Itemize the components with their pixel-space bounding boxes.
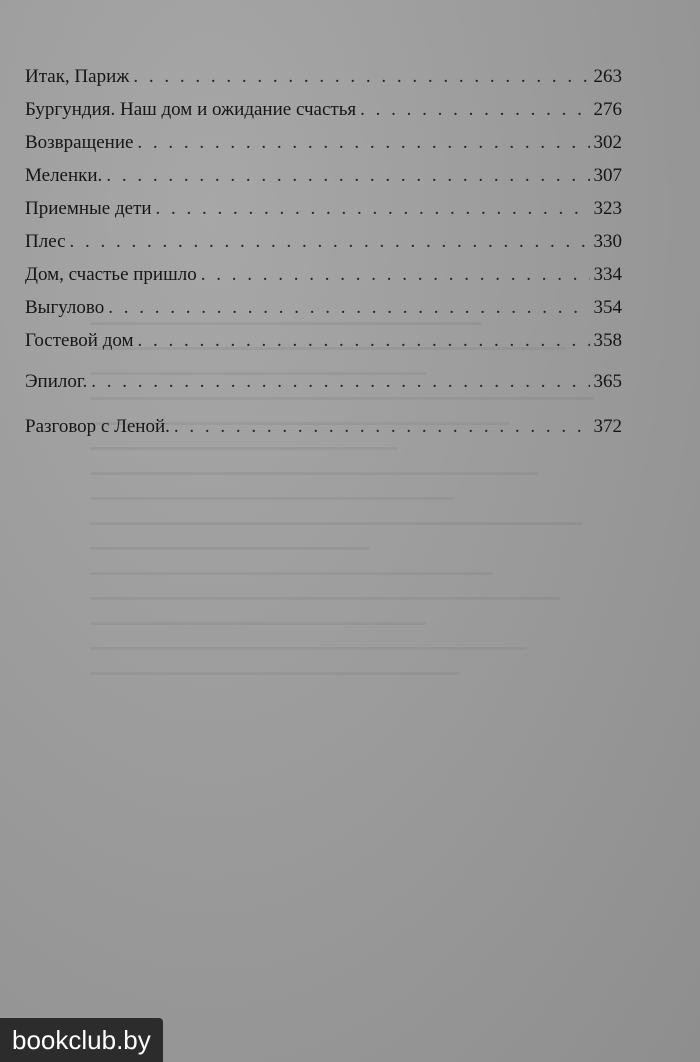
toc-entry-title: Итак, Париж [25, 66, 130, 87]
toc-entry-page: 372 [593, 416, 622, 437]
toc-entry [25, 416, 622, 449]
toc-entry-page: 330 [593, 231, 622, 252]
toc-entry-title: Меленки. [25, 165, 103, 186]
toc-entry [25, 297, 622, 330]
toc-entry [25, 132, 622, 165]
toc-leader-dots [106, 165, 589, 187]
toc-entry-page: 354 [593, 297, 622, 318]
toc-entry-title: Возвращение [25, 132, 134, 153]
toc-entry [25, 66, 622, 99]
toc-entry [25, 99, 622, 132]
toc-entry-page: 307 [593, 165, 622, 186]
toc-leader-dots [91, 371, 589, 393]
toc-entry-page: 365 [593, 371, 622, 392]
toc-entry-page: 323 [593, 198, 622, 219]
toc-leader-dots [133, 66, 589, 88]
toc-entry [25, 165, 622, 198]
toc-entry-title: Плес [25, 231, 66, 252]
toc-leader-dots [108, 297, 589, 319]
toc-entry-title: Эпилог. [25, 371, 88, 392]
toc-entry-title: Бургундия. Наш дом и ожидание счастья [25, 99, 357, 120]
toc-entry [25, 198, 622, 231]
toc-entry-title: Гостевой дом [25, 330, 134, 351]
toc-entry [25, 231, 622, 264]
toc-leader-dots [137, 132, 589, 154]
toc-leader-dots [70, 231, 590, 253]
toc-leader-dots [360, 99, 589, 121]
toc-entry-title: Дом, счастье пришло [25, 264, 197, 285]
toc-entry [25, 330, 622, 363]
toc-entry-page: 358 [593, 330, 622, 351]
toc-entry [25, 371, 622, 404]
toc-entry-page: 276 [593, 99, 622, 120]
toc-leader-dots [138, 330, 590, 352]
toc-leader-dots [156, 198, 590, 220]
toc-entry-page: 334 [593, 264, 622, 285]
toc-entry-page: 302 [593, 132, 622, 153]
toc-leader-dots [174, 416, 590, 438]
toc-entry-title: Разговор с Леной. [25, 416, 170, 437]
toc-entry-title: Приемные дети [25, 198, 152, 219]
toc-entry [25, 264, 622, 297]
toc-entry-page: 263 [593, 66, 622, 87]
toc-leader-dots [201, 264, 590, 286]
site-watermark: bookclub.by [0, 1018, 163, 1062]
table-of-contents [25, 66, 622, 449]
toc-entry-title: Выгулово [25, 297, 105, 318]
